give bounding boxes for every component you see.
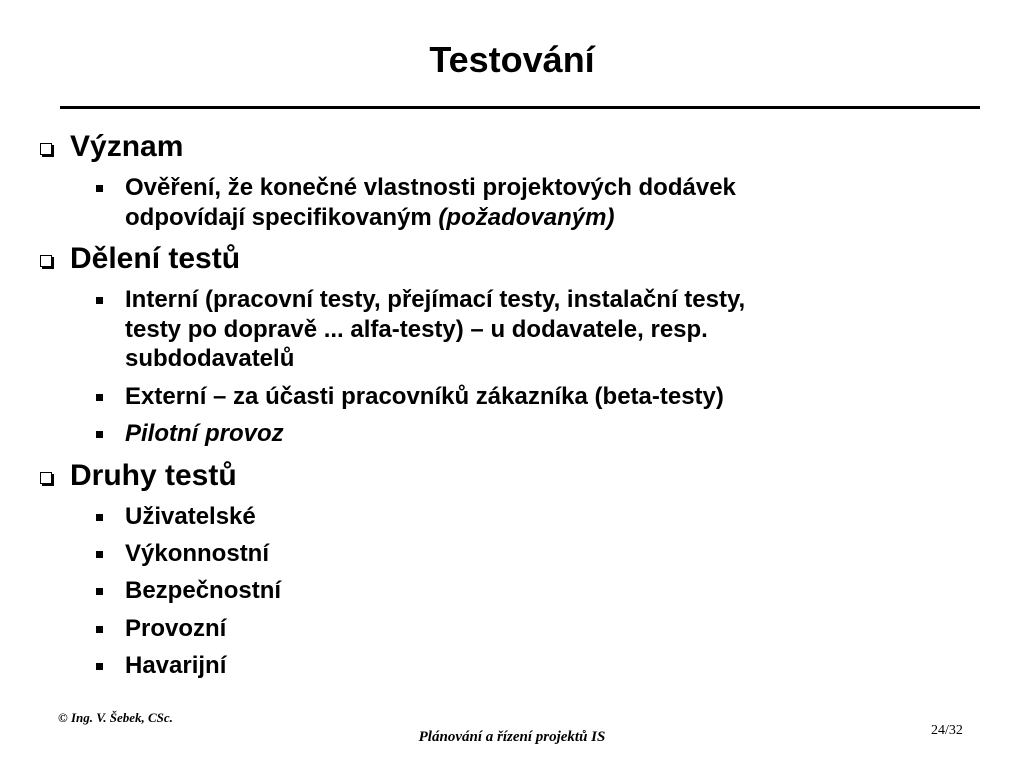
section-heading-label: Druhy testů xyxy=(70,459,237,492)
section-heading xyxy=(40,242,240,276)
list-item-text: Výkonnostní xyxy=(125,540,270,567)
square-bullet-icon xyxy=(96,626,103,633)
list-item-text: Havarijní xyxy=(125,652,227,679)
square-bullet-icon xyxy=(96,588,103,595)
list-item-text-line2 xyxy=(125,204,614,232)
list-item-text-line2: testy po dopravě ... alfa-testy) – u dodavatele, resp. xyxy=(125,316,708,343)
checkbox-bullet-icon xyxy=(40,143,52,155)
square-bullet-icon xyxy=(96,297,103,304)
section-heading xyxy=(40,459,237,493)
list-item-text: Ověření, že konečné vlastnosti projektových dodávek xyxy=(125,174,736,201)
list-item-text: Interní (pracovní testy, přejímací testy, instalační testy, xyxy=(125,286,746,313)
square-bullet-icon xyxy=(96,394,103,401)
checkbox-bullet-icon xyxy=(40,472,52,484)
square-bullet-icon xyxy=(96,551,103,558)
section-heading-label: Význam xyxy=(70,130,184,163)
square-bullet-icon xyxy=(96,185,103,192)
list-item-text: Bezpečnostní xyxy=(125,577,282,604)
square-bullet-icon xyxy=(96,514,103,521)
list-item-text: Pilotní provoz xyxy=(125,420,284,447)
footer-course-title: Plánování a řízení projektů IS xyxy=(418,729,606,745)
list-item-text: Uživatelské xyxy=(125,503,256,530)
page-number: 24/32 xyxy=(931,723,963,738)
list-item-text: Provozní xyxy=(125,615,227,642)
slide-title: Testování xyxy=(429,39,595,80)
list-item-text-line3: subdodavatelů xyxy=(125,345,295,372)
checkbox-bullet-icon xyxy=(40,255,52,267)
list-item-text-normal: odpovídají specifikovaným xyxy=(125,204,439,231)
section-deleni-testu xyxy=(40,242,240,276)
section-heading xyxy=(40,130,183,164)
section-heading-label: Dělení testů xyxy=(70,242,241,275)
list-item-text-italic: (požadovaným) xyxy=(438,204,615,231)
square-bullet-icon xyxy=(96,431,103,438)
section-druhy-testu xyxy=(40,459,237,493)
section-vyznam xyxy=(40,130,183,164)
square-bullet-icon xyxy=(96,663,103,670)
footer-author: © Ing. V. Šebek, CSc. xyxy=(58,710,173,725)
list-item-text: Externí – za účasti pracovníků zákazníka (beta-testy) xyxy=(125,383,724,410)
